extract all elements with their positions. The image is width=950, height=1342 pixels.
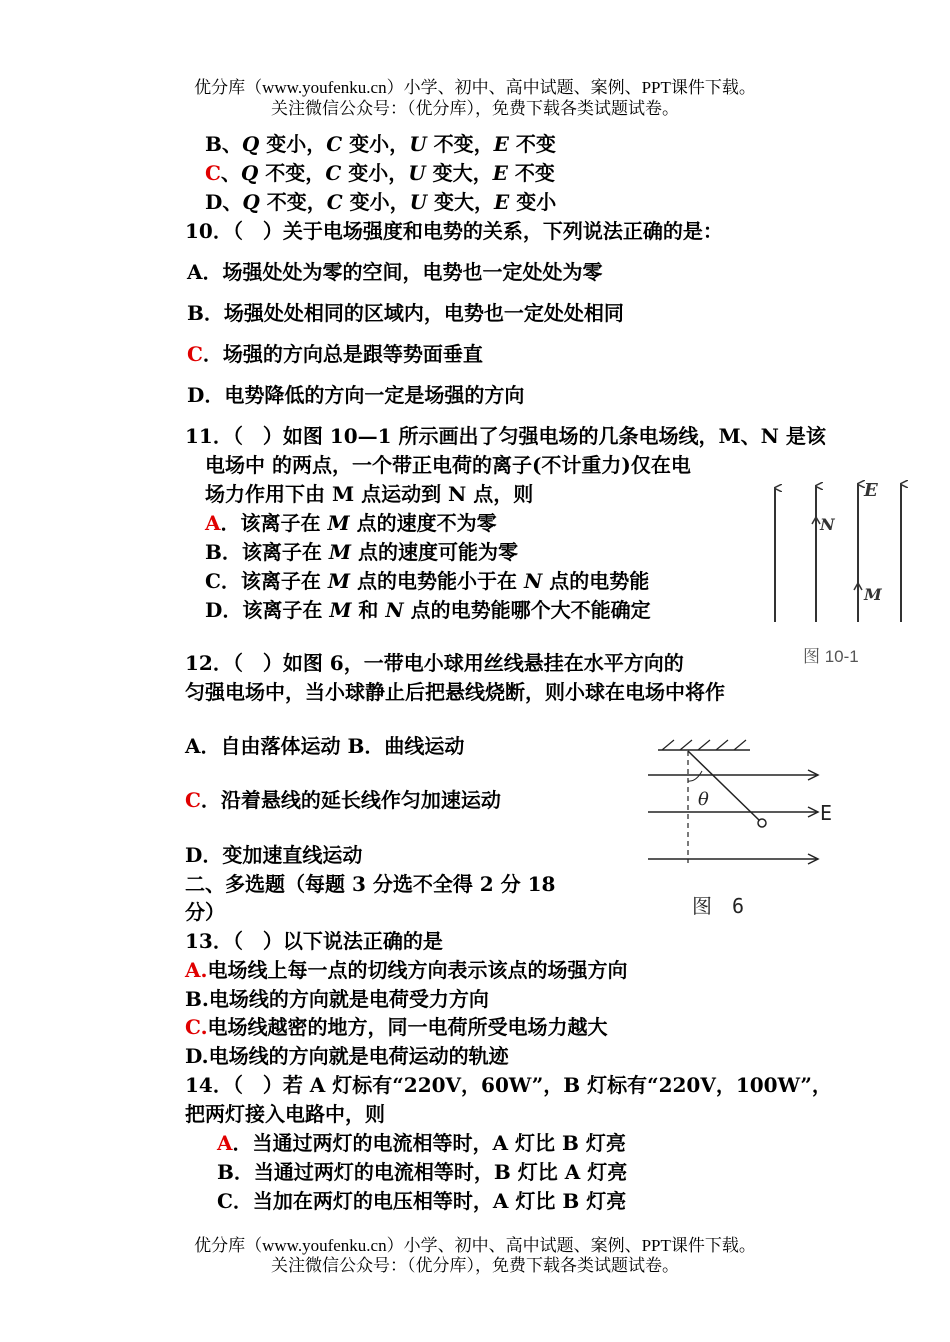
q10-option-c	[187, 341, 483, 367]
q11-option-b-text: ．该离子在 M 点的速度可能为零	[221, 540, 518, 564]
section-2-title-line2: 分）	[185, 900, 225, 924]
q10-option-a	[187, 259, 603, 285]
label-e: E	[820, 801, 833, 825]
q10-option-b	[187, 300, 624, 326]
ceiling-hatch	[662, 740, 746, 750]
q13-option-c-letter: C.	[185, 1015, 208, 1039]
q10-option-c-text: ．场强的方向总是跟等势面垂直	[202, 342, 483, 366]
q13-option-d	[185, 1043, 509, 1069]
q10-stem: 10．（ ）关于电场强度和电势的关系，下列说法正确的是：	[185, 219, 723, 243]
section-2-title-line1: 二、多选题（每题 3 分选不全得 2 分 18	[185, 872, 556, 896]
q10-option-b-text: ．场强处处相同的区域内，电势也一定处处相同	[203, 301, 624, 325]
page-header-line1: 优分库（www.youfenku.cn）小学、初中、高中试题、案例、PPT课件下载。	[194, 78, 756, 97]
q10-option-a-letter: A	[187, 260, 203, 284]
q12-option-c-letter: C	[185, 788, 201, 812]
q12-stem-line2: 匀强电场中，当小球静止后把悬线烧断，则小球在电场中将作	[185, 680, 725, 704]
q13-option-b-text: 电场线的方向就是电荷受力方向	[208, 987, 489, 1011]
q12-option-d-letter: D	[185, 843, 203, 867]
charged-ball	[758, 819, 766, 827]
page-footer-line2: 关注微信公众号：（优分库），免费下载各类试题试卷。	[271, 1256, 679, 1275]
q13-option-d-letter: D.	[185, 1044, 209, 1068]
q11-option-b-letter: B	[205, 540, 222, 564]
q13-option-b-letter: B.	[185, 987, 209, 1011]
figure-10-1	[760, 472, 920, 632]
q14-option-a-letter: A	[217, 1131, 233, 1155]
q9-option-c-letter: C	[205, 161, 221, 185]
q10-option-c-letter: C	[187, 342, 203, 366]
q9-option-b-text: 、Q 变小，C 变小，U 不变，E 不变	[221, 132, 556, 156]
q10-option-b-letter: B	[187, 301, 204, 325]
label-theta: θ	[698, 789, 709, 810]
q12-option-a-letter: A	[185, 734, 201, 758]
figure-6	[640, 735, 850, 925]
q11-option-a-letter: A	[205, 511, 221, 535]
q12-option-d	[185, 842, 362, 868]
q9-option-b	[205, 131, 556, 157]
label-e: E	[864, 480, 878, 501]
q11-option-a	[205, 510, 497, 536]
q14-stem-line1: 14．（ ）若 A 灯标有“220V，60W”，B 灯标有“220V，100W”，	[185, 1073, 832, 1097]
q14-option-a-text: ．当通过两灯的电流相等时，A 灯比 B 灯亮	[232, 1131, 626, 1155]
q12-option-ab	[185, 733, 464, 759]
q11-option-d-text: ．该离子在 M 和 N 点的电势能哪个大不能确定	[222, 598, 651, 622]
q9-option-c-text: 、Q 不变，C 变小，U 变大，E 不变	[220, 161, 555, 185]
q13-option-a	[185, 957, 627, 983]
q14-option-c-letter: C	[217, 1189, 233, 1213]
q13-stem: 13．（ ）以下说法正确的是	[185, 929, 443, 953]
q12-stem-line1: 12．（ ）如图 6，一带电小球用丝线悬挂在水平方向的	[185, 651, 684, 675]
q13-option-d-text: 电场线的方向就是电荷运动的轨迹	[208, 1044, 509, 1068]
q11-option-a-text: ．该离子在 M 点的速度不为零	[220, 511, 497, 535]
figure-10-1-caption: 图 10-1	[803, 647, 859, 666]
q10-option-d-text: ．电势降低的方向一定是场强的方向	[204, 383, 525, 407]
q9-option-d	[205, 189, 556, 215]
q13-option-c	[185, 1014, 608, 1040]
q11-option-c	[205, 568, 649, 594]
angle-arc	[688, 771, 702, 781]
q14-stem-line2: 把两灯接入电路中，则	[185, 1102, 385, 1126]
label-m: M	[864, 585, 882, 604]
q12-option-ab-text: ．自由落体运动 B．曲线运动	[200, 734, 465, 758]
figure-6-caption: 图 6	[692, 894, 745, 918]
q12-option-c-text: ．沿着悬线的延长线作匀加速运动	[200, 788, 501, 812]
q11-option-d-letter: D	[205, 598, 223, 622]
q9-option-b-letter: B	[205, 132, 222, 156]
q14-option-c-text: ．当加在两灯的电压相等时，A 灯比 B 灯亮	[232, 1189, 627, 1213]
q13-option-a-letter: A.	[185, 958, 208, 982]
page-header-line2: 关注微信公众号：（优分库），免费下载各类试题试卷。	[271, 99, 679, 118]
q9-option-d-text: 、Q 不变，C 变小，U 变大，E 变小	[222, 190, 557, 214]
q11-stem-line1: 11．（ ）如图 10—1 所示画出了匀强电场的几条电场线，M、N 是该	[185, 424, 826, 448]
q9-option-d-letter: D	[205, 190, 223, 214]
q12-option-c	[185, 787, 501, 813]
q9-option-c	[205, 160, 555, 186]
q13-option-c-text: 电场线越密的地方，同一电荷所受电场力越大	[207, 1015, 608, 1039]
q14-option-b-letter: B	[217, 1160, 234, 1184]
q13-option-a-text: 电场线上每一点的切线方向表示该点的场强方向	[207, 958, 628, 982]
q14-option-a	[217, 1130, 626, 1156]
label-n: N	[820, 515, 835, 534]
q11-stem-line3: 场力作用下由 M 点运动到 N 点，则	[205, 482, 534, 506]
q13-option-b	[185, 986, 489, 1012]
page-footer-line1: 优分库（www.youfenku.cn）小学、初中、高中试题、案例、PPT课件下载。	[194, 1236, 756, 1255]
q14-option-c	[217, 1188, 626, 1214]
q11-option-b	[205, 539, 518, 565]
q11-option-c-text: ．该离子在 M 点的电势能小于在 N 点的电势能	[220, 569, 650, 593]
q10-option-d	[187, 382, 524, 408]
q11-option-c-letter: C	[205, 569, 221, 593]
q14-option-b-text: ．当通过两灯的电流相等时，B 灯比 A 灯亮	[233, 1160, 628, 1184]
q11-option-d	[205, 597, 651, 623]
q10-option-d-letter: D	[187, 383, 205, 407]
q11-stem-line2: 电场中 的两点，一个带正电荷的离子(不计重力)仅在电	[205, 453, 691, 477]
q10-option-a-text: ．场强处处为零的空间，电势也一定处处为零	[202, 260, 603, 284]
q14-option-b	[217, 1159, 627, 1185]
q12-option-d-text: ．变加速直线运动	[202, 843, 363, 867]
suspension-thread	[688, 751, 760, 821]
